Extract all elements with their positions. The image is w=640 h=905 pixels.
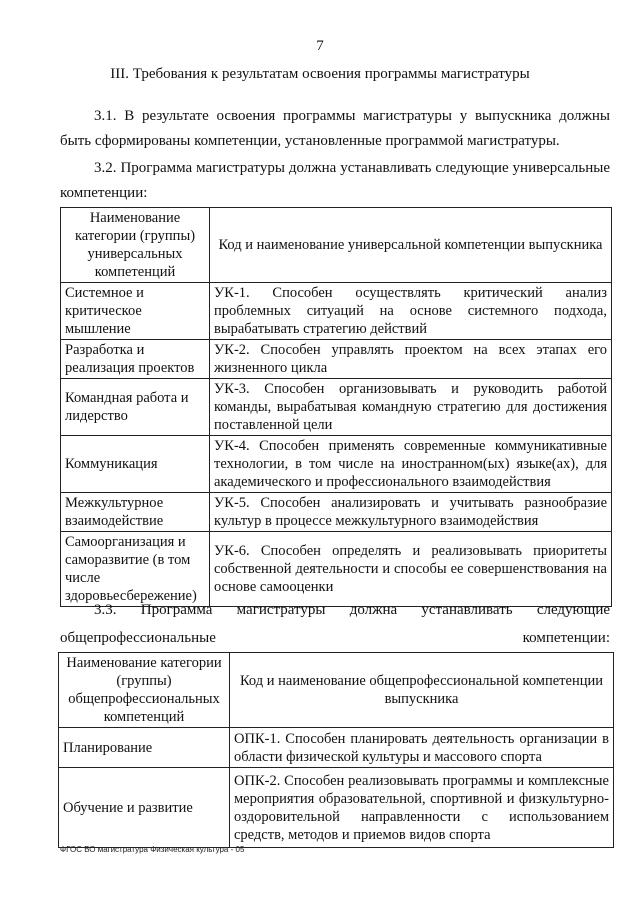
table-row (59, 728, 614, 768)
general-professional-competences-table (58, 652, 614, 848)
competence-cell: УК-2. Способен управлять проектом на всех этапах его жизненного цикла (210, 340, 612, 379)
table-row (61, 379, 612, 436)
competence-cell: УК-4. Способен применять современные коммуникативные технологии, в том числе на иностранном(ых) языке(ах), для академического и профессионального взаимодействия (210, 436, 612, 493)
universal-competences-table (60, 207, 612, 607)
category-cell: Межкультурное взаимодействие (61, 493, 210, 532)
table-row (61, 493, 612, 532)
competence-cell: УК-1. Способен осуществлять критический анализ проблемных ситуаций на основе системного подхода, вырабатывать стратегию действий (210, 283, 612, 340)
competence-cell: ОПК-1. Способен планировать деятельность организации в области физической культуры и массового спорта (230, 728, 614, 768)
competence-cell: УК-6. Способен определять и реализовывать приоритеты собственной деятельности и способы ее совершенствования на основе самооценки (210, 532, 612, 607)
category-cell: Самоорганизация и саморазвитие (в том числе здоровьесбережение) (61, 532, 210, 607)
table-row (61, 340, 612, 379)
table-row (59, 768, 614, 848)
competence-cell: УК-3. Способен организовывать и руководить работой команды, вырабатывая командную стратегию для достижения поставленной цели (210, 379, 612, 436)
paragraph-3-1: 3.1. В результате освоения программы магистратуры у выпускника должны быть сформированы компетенции, установленные программой магистратуры. (60, 108, 610, 149)
header-code: Код и наименование универсальной компетенции выпускника (210, 208, 612, 283)
table-row (61, 283, 612, 340)
paragraph-3-3: 3.3. Программа магистратуры должна устанавливать следующие общепрофессиональные компетенции: (60, 602, 610, 646)
competence-cell: ОПК-2. Способен реализовывать программы и комплексные мероприятия образовательной, спортивной и физкультурно-оздоровительной направленности с использованием средств, методов и приемов видов спорта (230, 768, 614, 848)
header-code: Код и наименование общепрофессиональной компетенции выпускника (230, 653, 614, 728)
category-cell: Командная работа и лидерство (61, 379, 210, 436)
category-cell: Коммуникация (61, 436, 210, 493)
competence-cell: УК-5. Способен анализировать и учитывать разнообразие культур в процессе межкультурного взаимодействия (210, 493, 612, 532)
category-cell: Обучение и развитие (59, 768, 230, 848)
paragraph-3-2: 3.2. Программа магистратуры должна устанавливать следующие универсальные компетенции: (60, 160, 610, 201)
page-number: 7 (316, 38, 324, 54)
header-category: Наименование категории (группы) универсальных компетенций (61, 208, 210, 283)
category-cell: Планирование (59, 728, 230, 768)
table-header-row (59, 653, 614, 728)
table-row (61, 436, 612, 493)
footer: ФГОС ВО магистратура Физическая культура - 05 (60, 845, 245, 854)
table-header-row (61, 208, 612, 283)
header-category: Наименование категории (группы) общепрофессиональных компетенций (59, 653, 230, 728)
category-cell: Системное и критическое мышление (61, 283, 210, 340)
section-title: III. Требования к результатам освоения программы магистратуры (110, 66, 530, 82)
category-cell: Разработка и реализация проектов (61, 340, 210, 379)
